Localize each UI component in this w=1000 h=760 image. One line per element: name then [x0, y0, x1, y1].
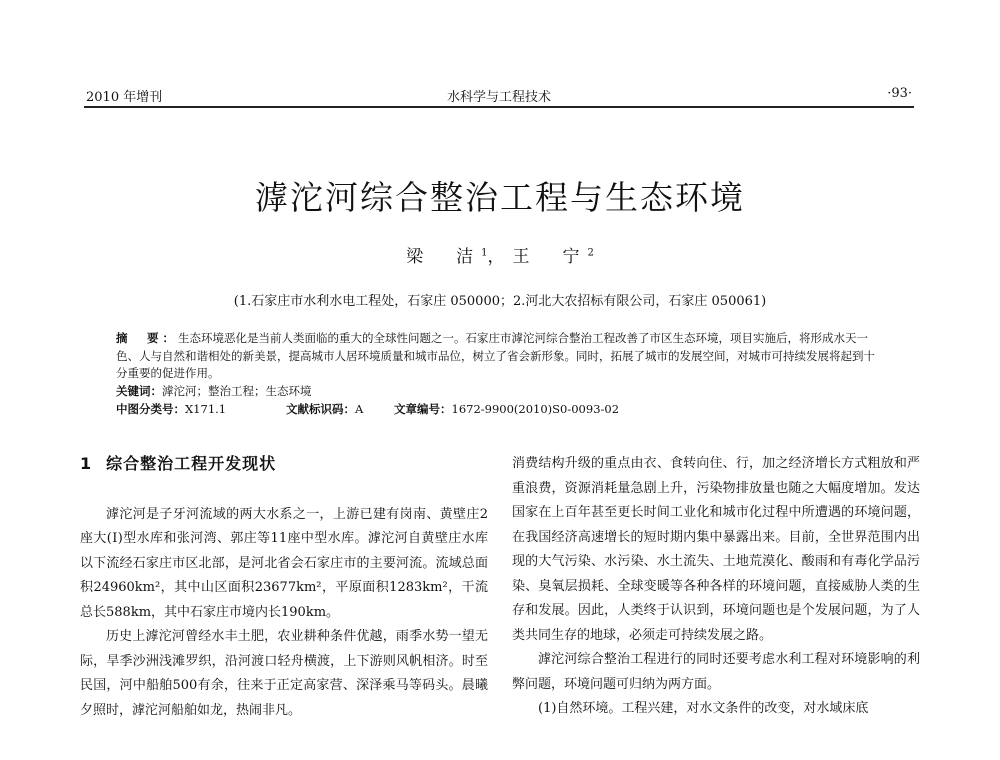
section-title: 综合整治工程开发现状: [106, 454, 277, 473]
keywords-line: [116, 383, 886, 401]
abstract-text: 生态环境恶化是当前人类面临的重大的全球性问题之一。石家庄市滹沱河综合整治工程改善了市区生态环境，项目实施后，将形成水天一色、人与自然和谐相处的新美景，提高城市人居环境质量和城市品位，树立了省会新形象。同时，拓展了城市的发展空间，对城市可持续发展将起到十分重要的促进作用。: [116, 331, 875, 380]
paper-title: 滹沱河综合整治工程与生态环境: [255, 178, 745, 217]
classification-row: [116, 401, 886, 419]
clc-number: [116, 401, 226, 419]
doc-code-label: 文献标识码：: [286, 402, 355, 416]
article-number-label: 文章编号：: [394, 402, 452, 416]
header-issue: 2010 年增刊: [86, 90, 163, 105]
clc-label: 中图分类号：: [116, 402, 185, 416]
right-paragraph-3: (1)自然环境。工程兴建，对水文条件的改变，对水域床底: [538, 701, 869, 716]
right-paragraph-1: 消费结构升级的重点由衣、食转向住、行，加之经济增长方式粗放和严重浪费，资源消耗量急剧上升，污染物排放量也随之大幅度增加。发达国家在上百年甚至更长时间工业化和城市化过程中所遭遇的环境问题，在我国经济高速增长的短时期内集中暴露出来。目前，全世界范围内出现的大气污染、水污染、水土流失、土地荒漠化、酸雨和有毒化学品污染、臭氧层损耗、全球变暖等各种各样的环境问题，直接威胁人类的生存和发展。因此，人类终于认识到，环境问题也是个发展问题，为了人类共同生存的地球，必须走可持续发展之路。: [512, 456, 920, 643]
article-number-value: 1672-9900(2010)S0-0093-02: [451, 402, 620, 416]
header-journal: 水科学与工程技术: [446, 90, 551, 105]
author-1-affil-mark: 1: [481, 247, 488, 259]
affiliation: (1.石家庄市水利水电工程处，石家庄 050000；2.河北大农招标有限公司，石家庄 050061): [233, 294, 767, 309]
right-column: [512, 452, 920, 722]
author-2: 王 宁: [512, 247, 588, 267]
article-number: [394, 401, 619, 419]
left-paragraph-1: 滹沱河是子牙河流域的两大水系之一，上游已建有岗南、黄壁庄2座大(Ⅰ)型水库和张河湾、郭庄等11座中型水库。滹沱河自黄壁庄水库以下流经石家庄市区北部，是河北省会石家庄市的主要河流。流域总面积24960km²，其中山区面积23677km²，平原面积1283km²，干流总长588km，其中石家庄市境内长190km。: [80, 506, 488, 620]
running-header: [84, 80, 914, 108]
abstract-block: [116, 330, 886, 419]
author-separator: ，: [487, 247, 513, 267]
keywords-text: 滹沱河；整治工程；生态环境: [162, 383, 312, 398]
section-number: 1: [80, 454, 93, 473]
abstract-label: 摘 要：: [116, 331, 178, 345]
doc-code-value: A: [355, 402, 364, 416]
author-1: 梁 洁: [406, 247, 482, 267]
keywords-label: 关键词：: [116, 383, 162, 398]
abstract-paragraph: [116, 330, 886, 383]
clc-value: X171.1: [185, 402, 227, 416]
document-code: [286, 401, 363, 419]
header-page-number: ·93·: [887, 86, 912, 101]
left-paragraph-2: 历史上滹沱河曾经水丰土肥，农业耕种条件优越，雨季水势一望无际，旱季沙洲浅滩罗织，沿河渡口轻舟横渡，上下游则风帆相济。时至民国，河中船舶500有余，往来于正定高家营、深泽乘马等码头。晨曦夕照时，滹沱河船舶如龙，热闹非凡。: [80, 629, 488, 718]
author-line: [0, 242, 1000, 267]
section-1-heading: [80, 452, 488, 477]
right-paragraph-2: 滹沱河综合整治工程进行的同时还要考虑水利工程对环境影响的利弊问题，环境问题可归纳为两方面。: [512, 652, 920, 692]
author-2-affil-mark: 2: [587, 247, 594, 259]
left-column: [80, 452, 488, 723]
